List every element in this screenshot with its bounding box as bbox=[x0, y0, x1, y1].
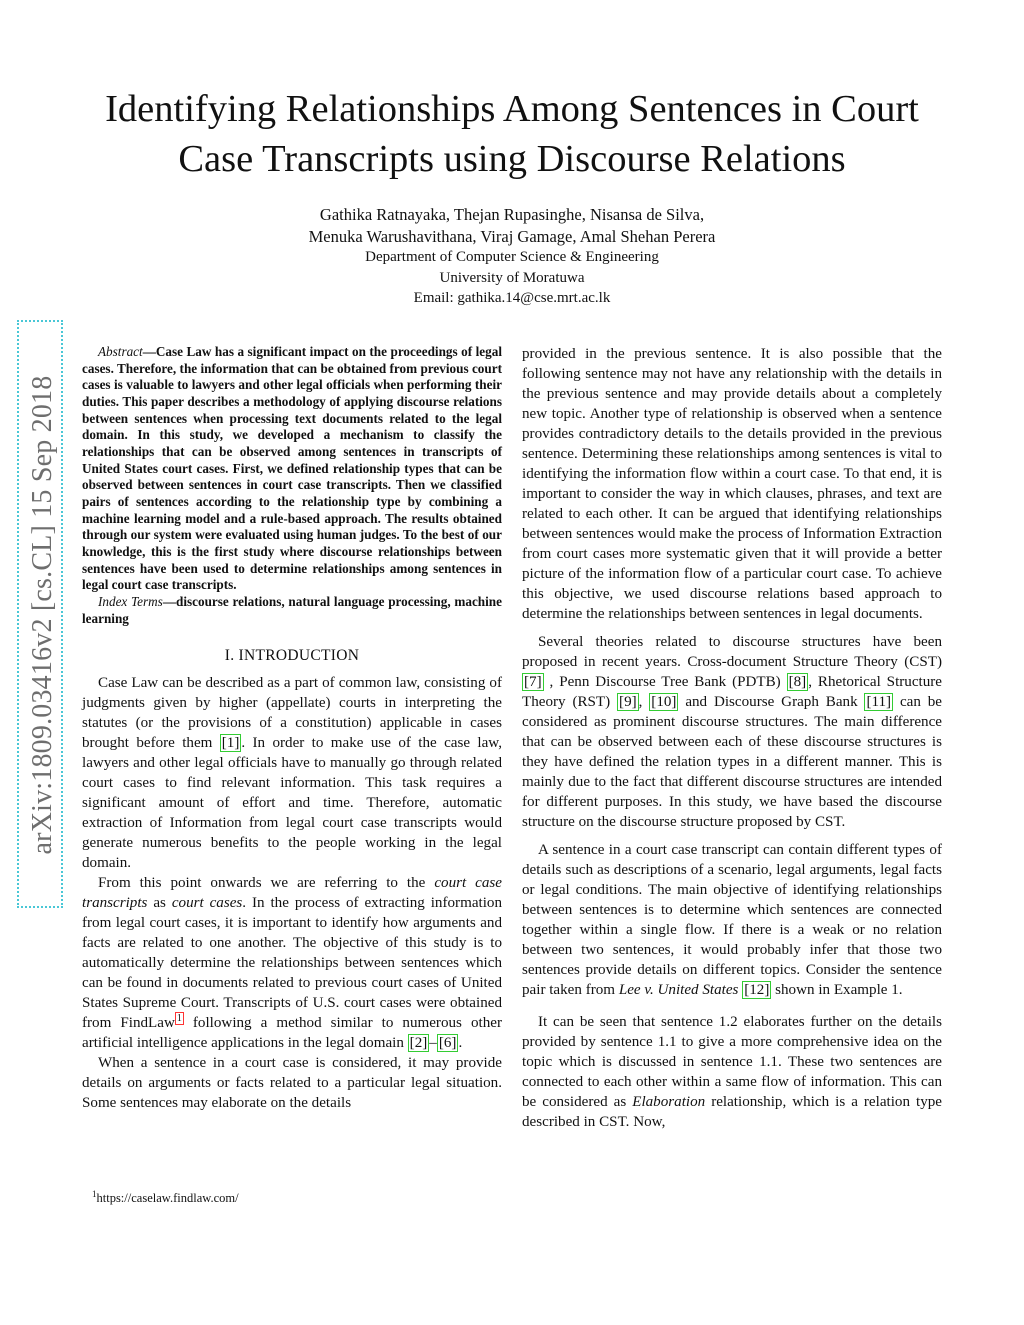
citation-link[interactable]: [9] bbox=[619, 694, 637, 710]
email: Email: gathika.14@cse.mrt.ac.lk bbox=[413, 290, 611, 306]
intro-paragraph-2: From this point onwards we are referring to the court case transcripts as court cases. In the process of extracting information from legal court cases, it is important to identify how arguments and facts are related to one another. The objective of this study is to automatically determine the relationships between sentences which can be found in documents related to previous court cases of United States Supreme Court. Transcripts of U.S. court cases were obtained from FindLaw $^1$ following a method similar to numerous other artificial intelligence applications in the legal domain [2] – [6] . bbox=[82, 875, 503, 1052]
arxiv-identifier: arXiv:1809.03416v2 [cs.CL] 15 Sep 2018 bbox=[27, 375, 58, 855]
citation-link[interactable]: [7] bbox=[524, 674, 542, 690]
right-column bbox=[522, 344, 942, 1132]
right-paragraph-1: provided in the previous sentence. It is also possible that the following sentence may not have any relationship with the details in the previous sentence and may provide details about a completely new topic. Another type of relationship is observed when a sentence provides contradictory details to the details provided in the previous sentence. Determining these relationships among sentences is vital to identifying the information flow within a court case. To that end, it is important to consider the way in which clauses, phrases, and text are related to each other. It can be argued that identifying relationships between sentences would make the process of Information Extraction from court cases more systematic given that it will provide a better picture of the information flow of a particular court case. To achieve this objective, we used discourse relations based approach to determine the relationships between sentences in legal documents. bbox=[522, 346, 942, 622]
author-list bbox=[150, 204, 874, 247]
right-paragraph-2: Several theories related to discourse structures have been proposed in recent years. Cross-document Structure Theory (CST) [7] , Penn Discourse Tree Bank (PDTB) [8] , Rhetorical Structure Theory (RST) [9] , [10] and Discourse Graph Bank [11] can be considered as prominent discourse structures. The main difference that can be observed between each of these discourse structures is they have defined the relation types in a different manner. This is mainly due to the fact that different discourse structures are intended for different purposes. In this study, we have based the discourse structure on the discourse structure proposed by CST. bbox=[522, 634, 942, 830]
index-terms-text: discourse relations, natural language processing, machine learning bbox=[82, 593, 502, 626]
intro-paragraph-1: Case Law can be described as a part of common law, consisting of judgments given by higher (appellate) courts in interpreting the statutes (or the provisions of a constitution) applicable in cases brought before them [1] . In order to make use of the case law, lawyers and other legal officials have to manually go through related court cases to find relevant information. This task requires a significant amount of effort and time. Therefore, automatic extraction of Information from legal court case transcripts would generate numerous benefits to the people working in the legal domain. bbox=[82, 675, 502, 872]
section-heading-introduction: I. INTRODUCTION bbox=[224, 647, 360, 665]
arxiv-stamp[interactable] bbox=[17, 320, 63, 908]
citation-link[interactable]: [6] bbox=[438, 1035, 457, 1052]
footnote-url[interactable]: https://caselaw.findlaw.com/ bbox=[96, 1191, 239, 1206]
citation-link[interactable]: [2] bbox=[409, 1035, 428, 1052]
right-paragraph-4: It can be seen that sentence 1.2 elaborates further on the details provided by sentence 1.1 to give a more comprehensive idea on the topic which is discussed in sentence 1.1. These two sentences are connected to each other within a same flow of information. This can be considered as Elaboration relationship, which is a relation type described in CST. Now, bbox=[522, 1014, 942, 1130]
citation-link[interactable]: [12] bbox=[744, 982, 770, 998]
footnote-mark: 1 bbox=[92, 1189, 97, 1199]
citation-link[interactable]: [1] bbox=[221, 735, 240, 752]
intro-paragraph-3: When a sentence in a court case is considered, it may provide details on arguments or facts related to a particular legal situation. Some sentences may elaborate on the details bbox=[82, 1055, 502, 1112]
department: Department of Computer Science & Engineering bbox=[365, 249, 659, 265]
authors-line-1: Gathika Ratnayaka, Thejan Rupasinghe, Nisansa de Silva, bbox=[319, 205, 705, 224]
paper-title: Identifying Relationships Among Sentences in Court Case Transcripts using Discourse Relations bbox=[105, 88, 919, 180]
abstract: Abstract—Case Law has a significant impact on the proceedings of legal cases. Therefore, the information that can be obtained from previous court cases is valuable to lawyers and other legal officials when performing their duties. This paper describes a methodology of applying discourse relations between sentences when processing text documents related to the legal domain. In this study, we developed a mechanism to classify the relationships that can be observed among sentences in transcripts of United States court cases. First, we defined relationship types that can be observed between sentences in court case transcripts. Then we classified pairs of sentences according to the relationship type by combining a machine learning model and a rule-based approach. The results obtained through our system were evaluated using human judges. To the best of our knowledge, this is the first study where discourse relationships between sentences have been used to determine relationships among sentences in legal court case transcripts. bbox=[82, 344, 502, 593]
index-terms-label: Index Terms bbox=[98, 593, 163, 609]
index-terms: Index Terms—discourse relations, natural language processing, machine learning bbox=[82, 593, 502, 626]
abstract-label: Abstract bbox=[98, 344, 143, 359]
footnote bbox=[92, 1186, 239, 1206]
right-paragraph-3: A sentence in a court case transcript can contain different types of details such as descriptions of a scenario, legal arguments, legal facts or legal conditions. The main objective of identifying relationships between sentences is to determine which sentences are connected together within a single flow. If there is a weak or no relation between two sentences, it would probably infer that those two sentences provide details on different topics. Consider the sentence pair taken from Lee v. United States [12] shown in Example 1. bbox=[522, 842, 942, 998]
affiliation bbox=[150, 247, 874, 309]
left-column bbox=[82, 344, 502, 1113]
citation-link[interactable]: [10] bbox=[651, 694, 677, 710]
university: University of Moratuwa bbox=[439, 269, 585, 286]
authors-line-2: Menuka Warushavithana, Viraj Gamage, Amal Shehan Perera bbox=[308, 226, 716, 246]
citation-link[interactable]: [11] bbox=[866, 694, 892, 710]
abstract-text: Case Law has a significant impact on the proceedings of legal cases. Therefore, the information that can be obtained from previous court cases is valuable to lawyers and other legal officials when performing their duties. This paper describes a methodology of applying discourse relations between sentences when processing text documents related to the legal domain. In this study, we developed a mechanism to classify the relationships that can be observed among sentences in transcripts of United States court cases. First, we defined relationship types that can be observed between sentences in court case transcripts. Then we classified pairs of sentences according to the relationship type by combining a machine learning model and a rule-based approach. The results obtained through our system were evaluated using human judges. To the best of our knowledge, this is the first study where discourse relationships between sentences have been used to determine relationships among sentences in legal court case transcripts. bbox=[82, 344, 502, 593]
footnote-link[interactable]: 1 bbox=[176, 1013, 182, 1025]
citation-link[interactable]: [8] bbox=[788, 674, 807, 690]
